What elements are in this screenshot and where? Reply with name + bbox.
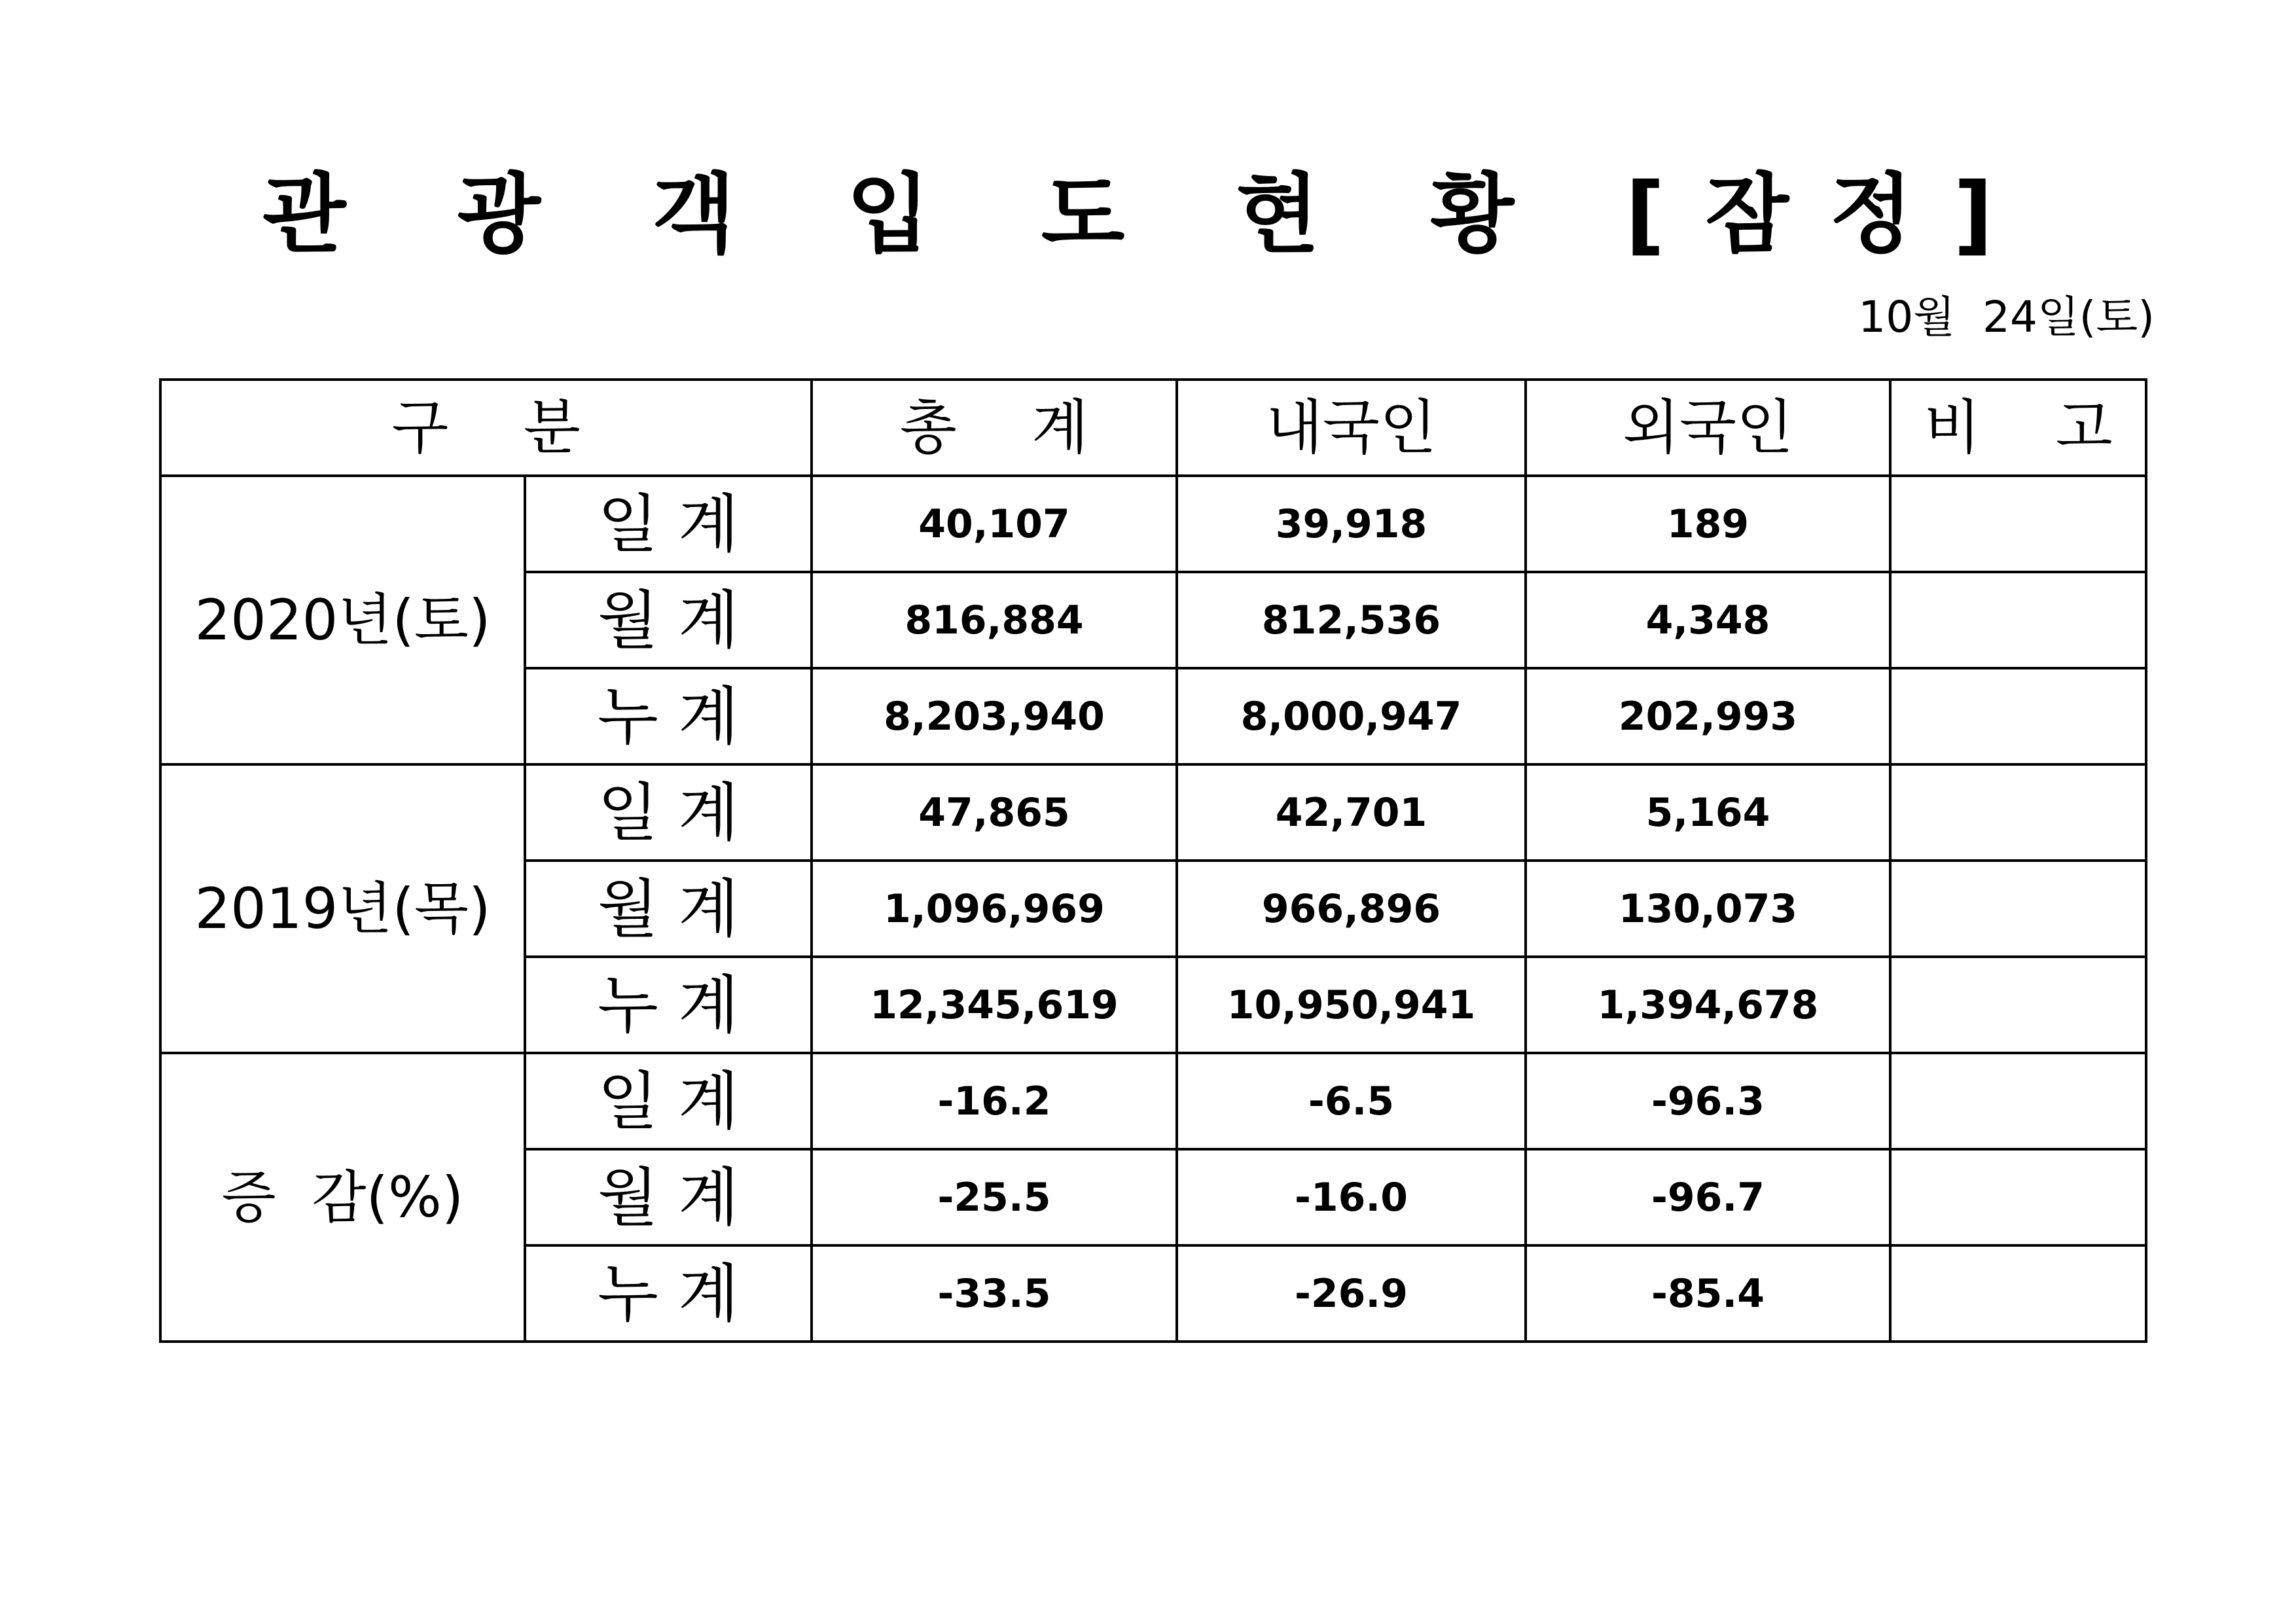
cell-foreign: 202,993 — [1526, 668, 1890, 764]
row-label: 일 계 — [525, 1053, 812, 1149]
table-header-row — [160, 380, 2146, 476]
cell-domestic: -16.0 — [1177, 1149, 1526, 1245]
table-row — [160, 1053, 2146, 1149]
cell-domestic: 8,000,947 — [1177, 668, 1526, 764]
cell-remarks — [1890, 668, 2146, 764]
cell-domestic: 39,918 — [1177, 476, 1526, 572]
tourist-arrivals-table — [159, 378, 2147, 1343]
cell-remarks — [1890, 476, 2146, 572]
cell-total: -25.5 — [812, 1149, 1177, 1245]
cell-foreign: 1,394,678 — [1526, 957, 1890, 1053]
cell-total: -16.2 — [812, 1053, 1177, 1149]
group-label-2019: 2019년(목) — [160, 764, 525, 1053]
cell-foreign: -85.4 — [1526, 1245, 1890, 1342]
cell-total: 1,096,969 — [812, 861, 1177, 957]
group-label-change: 증 감(%) — [160, 1053, 525, 1342]
cell-total: 12,345,619 — [812, 957, 1177, 1053]
group-label-2020: 2020년(토) — [160, 476, 525, 764]
cell-total: 8,203,940 — [812, 668, 1177, 764]
cell-domestic: 966,896 — [1177, 861, 1526, 957]
table-row — [160, 764, 2146, 861]
cell-total: 47,865 — [812, 764, 1177, 861]
cell-domestic: 42,701 — [1177, 764, 1526, 861]
cell-domestic: -6.5 — [1177, 1053, 1526, 1149]
cell-total: 816,884 — [812, 572, 1177, 668]
row-label: 누 계 — [525, 957, 812, 1053]
cell-remarks — [1890, 1149, 2146, 1245]
header-foreign: 외국인 — [1526, 380, 1890, 476]
cell-total: -33.5 — [812, 1245, 1177, 1342]
header-domestic: 내국인 — [1177, 380, 1526, 476]
header-remarks: 비 고 — [1890, 380, 2146, 476]
table-row — [160, 476, 2146, 572]
cell-remarks — [1890, 861, 2146, 957]
cell-foreign: -96.3 — [1526, 1053, 1890, 1149]
row-label: 누 계 — [525, 668, 812, 764]
row-label: 누 계 — [525, 1245, 812, 1342]
row-label: 일 계 — [525, 476, 812, 572]
row-label: 일 계 — [525, 764, 812, 861]
header-total: 총 계 — [812, 380, 1177, 476]
cell-foreign: 4,348 — [1526, 572, 1890, 668]
cell-remarks — [1890, 1245, 2146, 1342]
cell-remarks — [1890, 572, 2146, 668]
cell-remarks — [1890, 1053, 2146, 1149]
cell-foreign: 189 — [1526, 476, 1890, 572]
cell-domestic: 812,536 — [1177, 572, 1526, 668]
page-title: 관 광 객 입 도 현 황 [잠정] — [262, 164, 2034, 265]
cell-remarks — [1890, 957, 2146, 1053]
header-category: 구 분 — [160, 380, 812, 476]
cell-total: 40,107 — [812, 476, 1177, 572]
cell-foreign: 130,073 — [1526, 861, 1890, 957]
cell-remarks — [1890, 764, 2146, 861]
report-date: 10월 24일(토) — [1858, 292, 2155, 342]
row-label: 월 계 — [525, 861, 812, 957]
cell-foreign: -96.7 — [1526, 1149, 1890, 1245]
cell-domestic: 10,950,941 — [1177, 957, 1526, 1053]
cell-domestic: -26.9 — [1177, 1245, 1526, 1342]
row-label: 월 계 — [525, 1149, 812, 1245]
row-label: 월 계 — [525, 572, 812, 668]
cell-foreign: 5,164 — [1526, 764, 1890, 861]
